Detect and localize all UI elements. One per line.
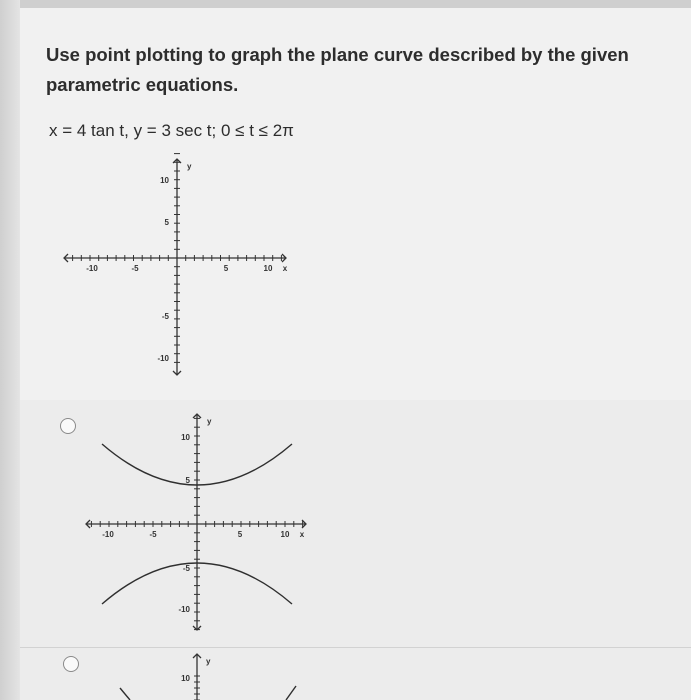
a-x-label: x	[299, 530, 305, 539]
reference-axes	[54, 153, 304, 383]
option-a-radio[interactable]	[60, 418, 76, 434]
ref-x-tick-neg5: -5	[131, 264, 139, 273]
photo-frame-left	[0, 0, 20, 700]
a-y-tick-10: 10	[181, 433, 190, 442]
ref-y-tick-10: 10	[160, 176, 169, 185]
option-b-curve-right	[286, 686, 296, 700]
ref-y-label: y	[187, 162, 192, 171]
a-y-label: y	[207, 417, 212, 426]
ref-y-tick-5: 5	[164, 218, 169, 227]
a-y-tick-5: 5	[185, 476, 190, 485]
question-card	[20, 8, 691, 401]
ref-x-label: x	[282, 264, 288, 273]
parametric-equation: x = 4 tan t, y = 3 sec t; 0 ≤ t ≤ 2π	[49, 121, 294, 140]
option-b-graph[interactable]	[100, 648, 320, 700]
a-y-tick-neg5: -5	[182, 564, 190, 573]
option-a-axes-lines	[86, 414, 306, 630]
b-y-label: y	[206, 657, 211, 666]
ref-y-tick-neg5: -5	[161, 312, 169, 321]
a-y-tick-neg10: -10	[178, 605, 190, 614]
option-b-axes-lines	[193, 654, 201, 700]
ref-x-tick-10: 10	[263, 264, 273, 273]
ref-x-tick-neg10: -10	[86, 264, 98, 273]
option-a-graph[interactable]	[80, 408, 320, 638]
ref-x-tick-5: 5	[223, 264, 229, 273]
a-x-tick-10: 10	[280, 530, 290, 539]
ref-y-tick-neg10: -10	[157, 354, 169, 363]
option-b-curve-left	[120, 688, 130, 700]
option-b-radio[interactable]	[63, 656, 79, 672]
a-x-tick-neg5: -5	[149, 530, 157, 539]
b-y-tick-10: 10	[181, 674, 190, 683]
a-x-tick-5: 5	[237, 530, 243, 539]
question-text: Use point plotting to graph the plane curve described by the given parametric equations.	[46, 44, 629, 95]
a-x-tick-neg10: -10	[102, 530, 114, 539]
